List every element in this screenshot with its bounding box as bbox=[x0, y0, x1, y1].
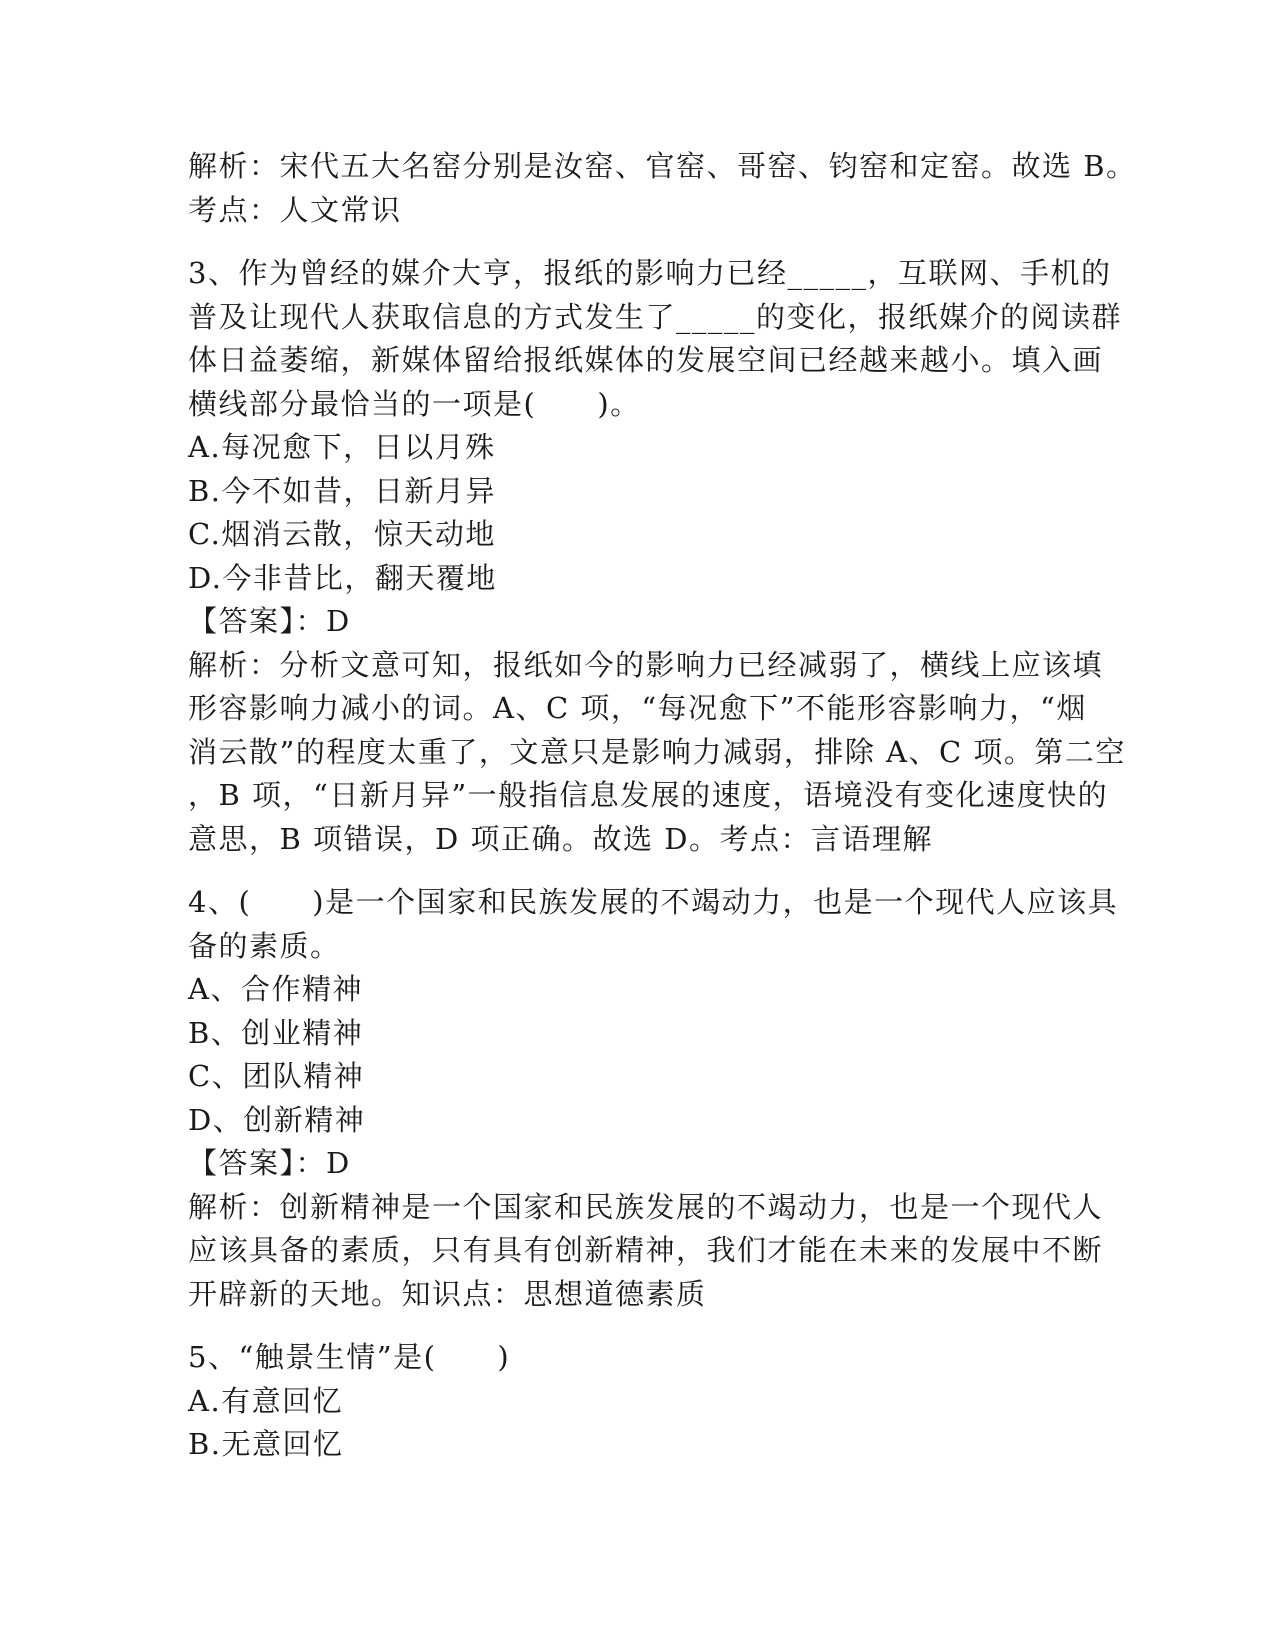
answer-text: 【答案】：D bbox=[188, 604, 351, 638]
analysis-line: ，B 项，“日新月异”一般指信息发展的速度，语境没有变化速度快的 bbox=[188, 778, 1109, 812]
option-d: D、创新精神 bbox=[188, 1102, 366, 1137]
option-b: B.今不如昔，日新月异 bbox=[188, 473, 497, 508]
question-stem-line: 备的素质。 bbox=[188, 928, 341, 963]
option-c: C、团队精神 bbox=[188, 1059, 365, 1093]
question-stem-line: 3、作为曾经的媒介大亨，报纸的影响力已经_____，互联网、手机的 bbox=[188, 256, 1112, 290]
analysis-line: 开辟新的天地。知识点：思想道德素质 bbox=[188, 1276, 707, 1311]
option-a: A.有意回忆 bbox=[188, 1383, 344, 1418]
option-b: B.无意回忆 bbox=[188, 1427, 344, 1461]
option-b: B、创业精神 bbox=[188, 1015, 364, 1050]
answer-text: 【答案】：D bbox=[188, 1146, 351, 1180]
analysis-line: 应该具备的素质，只有具有创新精神，我们才能在未来的发展中不断 bbox=[188, 1233, 1104, 1267]
question-stem-line: 普及让现代人获取信息的方式发生了_____的变化，报纸媒介的阅读群 bbox=[188, 299, 1123, 334]
question-4 bbox=[188, 881, 1119, 1316]
question-3 bbox=[188, 252, 1126, 861]
option-a: A、合作精神 bbox=[188, 972, 363, 1006]
analysis-line: 意思，B 项错误，D 项正确。故选 D。考点：言语理解 bbox=[188, 821, 933, 856]
topic-text: 考点：人文常识 bbox=[188, 192, 402, 227]
analysis-line: 解析：分析文意可知，报纸如今的影响力已经减弱了，横线上应该填 bbox=[188, 647, 1104, 682]
question-stem-line: 体日益萎缩，新媒体留给报纸媒体的发展空间已经越来越小。填入画 bbox=[188, 343, 1104, 377]
page-content bbox=[188, 145, 1137, 1467]
option-a: A.每况愈下，日以月殊 bbox=[188, 430, 496, 464]
analysis-text: 解析：宋代五大名窑分别是汝窑、官窑、哥窑、钧窑和定窑。故选 B。 bbox=[188, 149, 1137, 183]
analysis-line: 解析：创新精神是一个国家和民族发展的不竭动力，也是一个现代人 bbox=[188, 1189, 1104, 1224]
analysis-line: 形容影响力减小的词。A、C 项，“每况愈下”不能形容影响力，“烟 bbox=[188, 691, 1087, 725]
question-stem-line: 4、( )是一个国家和民族发展的不竭动力，也是一个现代人应该具 bbox=[188, 885, 1119, 919]
question-stem-line: 横线部分最恰当的一项是( )。 bbox=[188, 386, 641, 421]
question-5 bbox=[188, 1336, 1088, 1467]
option-c: C.烟消云散，惊天动地 bbox=[188, 517, 496, 551]
prev-explanation bbox=[188, 145, 1137, 232]
question-stem-line: 5、“触景生情”是( ) bbox=[188, 1340, 511, 1374]
option-d: D.今非昔比，翻天覆地 bbox=[188, 560, 497, 595]
analysis-line: 消云散”的程度太重了，文意只是影响力减弱，排除 A、C 项。第二空 bbox=[188, 734, 1126, 769]
